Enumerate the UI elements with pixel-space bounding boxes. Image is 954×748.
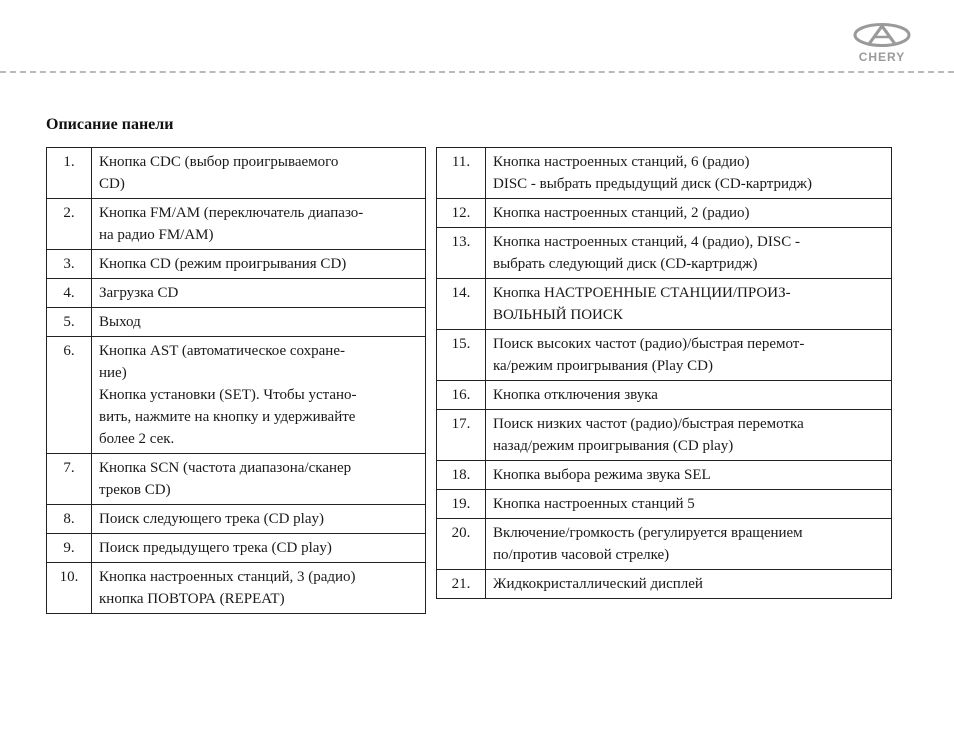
description-line: Кнопка настроенных станций, 4 (радио), DISC - [493,234,800,250]
table-row [437,490,892,519]
description-line: кнопка ПОВТОРА (REPEAT) [99,591,285,607]
description-line: Кнопка настроенных станций 5 [493,496,695,512]
item-number: 8. [47,505,92,534]
description-line: DISC - выбрать предыдущий диск (CD-картридж) [493,176,813,192]
item-number: 12. [437,199,486,228]
description-line: ВОЛЬНЫЙ ПОИСК [493,307,623,323]
item-description [486,490,892,519]
description-line: Жидкокристаллический дисплей [493,576,703,592]
description-line: Кнопка НАСТРОЕННЫЕ СТАНЦИИ/ПРОИЗ- [493,285,791,301]
table-row [47,199,426,250]
description-line: выбрать следующий диск (CD-картридж) [493,256,758,272]
table-row [437,199,892,228]
header-divider [0,71,954,73]
description-line: Кнопка настроенных станций, 2 (радио) [493,205,750,221]
chery-logo-icon [852,22,912,48]
description-line: Кнопка AST (автоматическое сохране- [99,343,345,359]
description-line: ка/режим проигрывания (Play CD) [493,358,713,374]
item-description [92,250,426,279]
item-description [92,279,426,308]
item-number: 7. [47,454,92,505]
description-line: Кнопка CD (режим проигрывания CD) [99,256,347,272]
description-line: Включение/громкость (регулируется вращением [493,525,803,541]
item-description [92,505,426,534]
description-line: на радио FM/AM) [99,227,214,243]
item-number: 11. [437,148,486,199]
table-row [437,330,892,381]
item-description [486,381,892,410]
item-number: 17. [437,410,486,461]
description-line: Кнопка отключения звука [493,387,658,403]
table-row [47,308,426,337]
table-row [437,279,892,330]
table-row [437,228,892,279]
brand-logo [850,22,914,66]
table-row [437,148,892,199]
left-description-table [46,147,426,614]
description-line: более 2 сек. [99,431,175,447]
table-row [47,454,426,505]
item-number: 1. [47,148,92,199]
description-line: вить, нажмите на кнопку и удерживайте [99,409,356,425]
description-line: Кнопка FM/AM (переключатель диапазо- [99,205,364,221]
description-line: Поиск предыдущего трека (CD play) [99,540,332,556]
item-description [486,519,892,570]
right-description-table [436,147,892,599]
item-description [92,148,426,199]
description-line: Кнопка настроенных станций, 6 (радио) [493,154,750,170]
logo-text: CHERY [858,50,906,64]
table-row [47,534,426,563]
section-title: Описание панели [46,116,174,133]
table-row [47,279,426,308]
table-row [47,250,426,279]
item-description [92,337,426,454]
item-number: 9. [47,534,92,563]
item-description [486,199,892,228]
table-row [437,519,892,570]
description-line: Кнопка SCN (частота диапазона/сканер [99,460,352,476]
description-line: Кнопка настроенных станций, 3 (радио) [99,569,356,585]
description-line: CD) [99,176,125,192]
item-number: 19. [437,490,486,519]
item-number: 3. [47,250,92,279]
description-line: Поиск следующего трека (CD play) [99,511,324,527]
item-number: 18. [437,461,486,490]
item-description [486,461,892,490]
item-description [486,148,892,199]
description-line: треков CD) [99,482,171,498]
description-line: Кнопка выбора режима звука SEL [493,467,711,483]
item-number: 16. [437,381,486,410]
table-row [437,570,892,599]
item-number: 2. [47,199,92,250]
table-row [437,410,892,461]
item-number: 5. [47,308,92,337]
description-line: Поиск высоких частот (радио)/быстрая перемот- [493,336,805,352]
item-description [92,454,426,505]
item-number: 14. [437,279,486,330]
description-line: по/против часовой стрелке) [493,547,670,563]
description-line: Кнопка установки (SET). Чтобы устано- [99,387,357,403]
item-number: 6. [47,337,92,454]
item-number: 10. [47,563,92,614]
description-line: Выход [99,314,141,330]
item-description [486,570,892,599]
description-line: Кнопка CDC (выбор проигрываемого [99,154,339,170]
item-number: 13. [437,228,486,279]
table-row [47,505,426,534]
item-description [92,199,426,250]
item-description [92,563,426,614]
table-row [47,337,426,454]
table-row [47,148,426,199]
item-description [92,534,426,563]
item-description [486,279,892,330]
table-row [437,381,892,410]
description-line: Загрузка CD [99,285,179,301]
item-description [92,308,426,337]
item-number: 4. [47,279,92,308]
description-line: Поиск низких частот (радио)/быстрая перемотка [493,416,804,432]
item-description [486,410,892,461]
description-line: назад/режим проигрывания (CD play) [493,438,734,454]
table-row [437,461,892,490]
description-line: ние) [99,365,127,381]
item-description [486,330,892,381]
item-number: 20. [437,519,486,570]
item-number: 15. [437,330,486,381]
item-number: 21. [437,570,486,599]
table-row [47,563,426,614]
item-description [486,228,892,279]
